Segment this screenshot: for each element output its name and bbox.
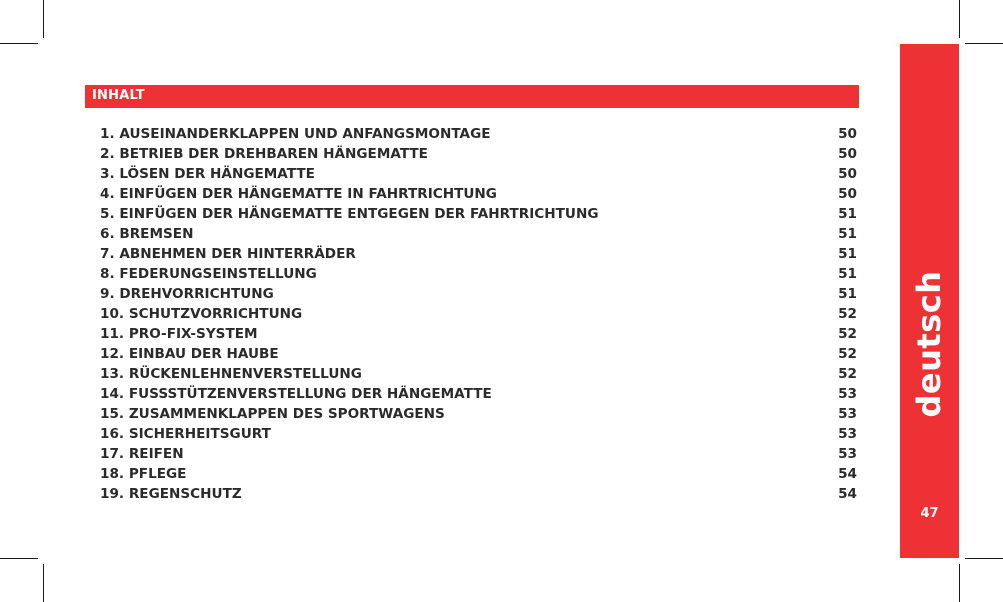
crop-mark-top-left-vertical <box>43 0 44 38</box>
crop-mark-bottom-left-horizontal <box>0 558 38 559</box>
toc-entry <box>100 324 857 344</box>
toc-entry-page: 53 <box>838 446 857 462</box>
toc-entry-page: 51 <box>838 226 857 242</box>
toc-entry-page: 51 <box>838 286 857 302</box>
toc-entry-title: 5. EINFÜGEN DER HÄNGEMATTE ENTGEGEN DER FAHRTRICHTUNG <box>100 206 599 222</box>
toc-entry-page: 54 <box>838 486 857 502</box>
section-title: INHALT <box>92 88 145 103</box>
toc-entry <box>100 364 857 384</box>
crop-mark-top-left-horizontal <box>0 43 38 44</box>
toc-entry <box>100 144 857 164</box>
toc-entry-page: 51 <box>838 206 857 222</box>
toc-entry-title: 2. BETRIEB DER DREHBAREN HÄNGEMATTE <box>100 146 428 162</box>
toc-entry <box>100 344 857 364</box>
crop-mark-bottom-right-horizontal <box>965 558 1003 559</box>
toc-entry-page: 50 <box>838 166 857 182</box>
crop-mark-bottom-left-vertical <box>43 564 44 602</box>
toc-entry-page: 51 <box>838 266 857 282</box>
page-number: 47 <box>920 506 939 521</box>
toc-entry-title: 19. REGENSCHUTZ <box>100 486 242 502</box>
toc-entry-page: 52 <box>838 346 857 362</box>
toc-entry-page: 50 <box>838 126 857 142</box>
toc-entry-title: 7. ABNEHMEN DER HINTERRÄDER <box>100 246 356 262</box>
toc-entry-title: 11. PRO-FIX-SYSTEM <box>100 326 258 342</box>
language-side-tab <box>900 44 959 558</box>
toc-entry-title: 10. SCHUTZVORRICHTUNG <box>100 306 303 322</box>
toc-entry <box>100 204 857 224</box>
toc-entry-page: 54 <box>838 466 857 482</box>
toc-entry-title: 3. LÖSEN DER HÄNGEMATTE <box>100 166 315 182</box>
toc-entry <box>100 384 857 404</box>
crop-mark-top-right-horizontal <box>965 43 1003 44</box>
toc-entry-title: 9. DREHVORRICHTUNG <box>100 286 274 302</box>
table-of-contents <box>100 124 857 504</box>
toc-entry <box>100 164 857 184</box>
crop-mark-top-right-vertical <box>959 0 960 38</box>
toc-entry-page: 52 <box>838 366 857 382</box>
section-header-bar <box>85 85 859 108</box>
toc-entry <box>100 284 857 304</box>
toc-entry <box>100 444 857 464</box>
toc-entry-title: 13. RÜCKENLEHNENVERSTELLUNG <box>100 366 362 382</box>
toc-entry-page: 53 <box>838 386 857 402</box>
toc-entry <box>100 404 857 424</box>
toc-entry <box>100 464 857 484</box>
toc-entry-page: 52 <box>838 326 857 342</box>
toc-entry-title: 18. PFLEGE <box>100 466 187 482</box>
toc-entry <box>100 224 857 244</box>
toc-entry <box>100 264 857 284</box>
toc-entry <box>100 484 857 504</box>
toc-entry-title: 1. AUSEINANDERKLAPPEN UND ANFANGSMONTAGE <box>100 126 491 142</box>
language-label: deutsch <box>910 270 948 418</box>
toc-entry <box>100 244 857 264</box>
toc-entry <box>100 424 857 444</box>
toc-entry-title: 12. EINBAU DER HAUBE <box>100 346 279 362</box>
toc-entry-page: 53 <box>838 426 857 442</box>
toc-entry-page: 52 <box>838 306 857 322</box>
toc-entry <box>100 304 857 324</box>
toc-entry <box>100 124 857 144</box>
toc-entry-title: 16. SICHERHEITSGURT <box>100 426 271 442</box>
toc-entry-title: 15. ZUSAMMENKLAPPEN DES SPORTWAGENS <box>100 406 445 422</box>
toc-entry-page: 53 <box>838 406 857 422</box>
toc-entry-title: 4. EINFÜGEN DER HÄNGEMATTE IN FAHRTRICHTUNG <box>100 186 497 202</box>
crop-mark-bottom-right-vertical <box>959 564 960 602</box>
toc-entry-title: 17. REIFEN <box>100 446 184 462</box>
toc-entry-title: 8. FEDERUNGSEINSTELLUNG <box>100 266 317 282</box>
toc-entry-title: 14. FUSSSTÜTZENVERSTELLUNG DER HÄNGEMATTE <box>100 386 492 402</box>
toc-entry-title: 6. BREMSEN <box>100 226 194 242</box>
toc-entry-page: 50 <box>838 186 857 202</box>
toc-entry <box>100 184 857 204</box>
toc-entry-page: 50 <box>838 146 857 162</box>
toc-entry-page: 51 <box>838 246 857 262</box>
